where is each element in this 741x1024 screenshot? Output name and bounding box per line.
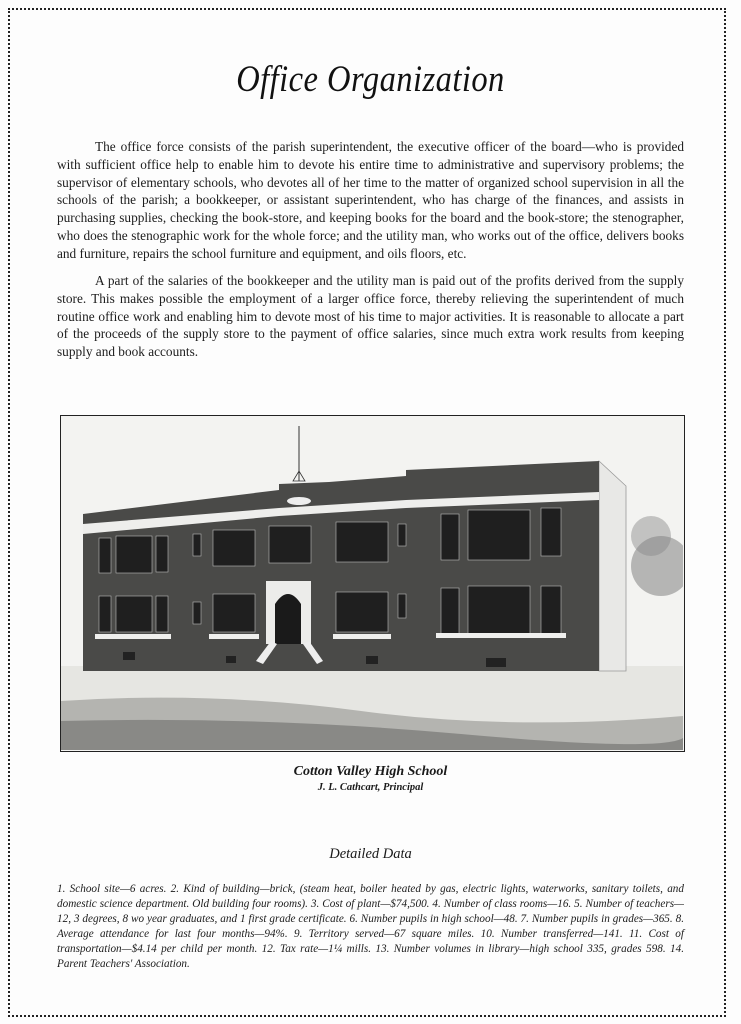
school-building-illustration xyxy=(61,416,683,750)
paragraph-1 xyxy=(57,138,684,263)
photo-subcaption: J. L. Cathcart, Principal xyxy=(317,782,424,793)
detailed-data-text: 1. School site—6 acres. 2. Kind of building—brick, (steam heat, boiler heated by gas, electric lights, waterworks, sanitary toilets, and domestic science department. Old building four rooms). 3. Cost of plant—$74,500. 4. Number of class rooms—16. 5. Number of teachers—12, 3 degrees, 8 wo year graduates, and 1 first grade certificate. 6. Number pupils in high school—48. 7. Number pupils in grades—365. 8. Average attendance for last four months—94%. 9. Territory served—67 square miles. 10. Number transferred—141. 11. Cost of transportation—$4.14 per child per month. 12. Tax rate—1¼ mills. 13. Number volumes in library—high school 335, grades 598. 14. Parent Teachers' Association. xyxy=(57,883,684,970)
detailed-data-heading: Detailed Data xyxy=(329,846,412,862)
school-photo xyxy=(60,415,685,752)
photo-caption: Cotton Valley High School xyxy=(293,764,448,779)
paragraph-text: The office force consists of the parish superintendent, the executive officer of the board—who is provided with sufficient office help to enable him to devote his entire time to administrative and supervisory problems; the supervisor of elementary schools, who devotes all of her time to the matter of organized school supervision in all the schools of the parish; a bookkeeper, or assistant superintendent, who has charge of the finances, and assists in purchasing supplies, checking the book-store, and keeping books for the board and the book-store; the stenographer, who does the stenographic work for the whole force; and the utility man, who works out of the office, delivers books and furniture, repairs the school furniture and equipment, and oils floors, etc. xyxy=(57,139,684,261)
paragraph-2 xyxy=(57,272,684,361)
paragraph-text: A part of the salaries of the bookkeeper and the utility man is paid out of the profits derived from the supply store. This makes possible the employment of a larger office force, thereby relieving the superintendent of much routine office work and enabling him to devote most of his time to major activities. It is reasonable to allocate a part of the proceeds of the supply store to the payment of office salaries, since much extra work results from keeping supply and book accounts. xyxy=(57,273,684,360)
page-title: Office Organization xyxy=(236,59,505,100)
